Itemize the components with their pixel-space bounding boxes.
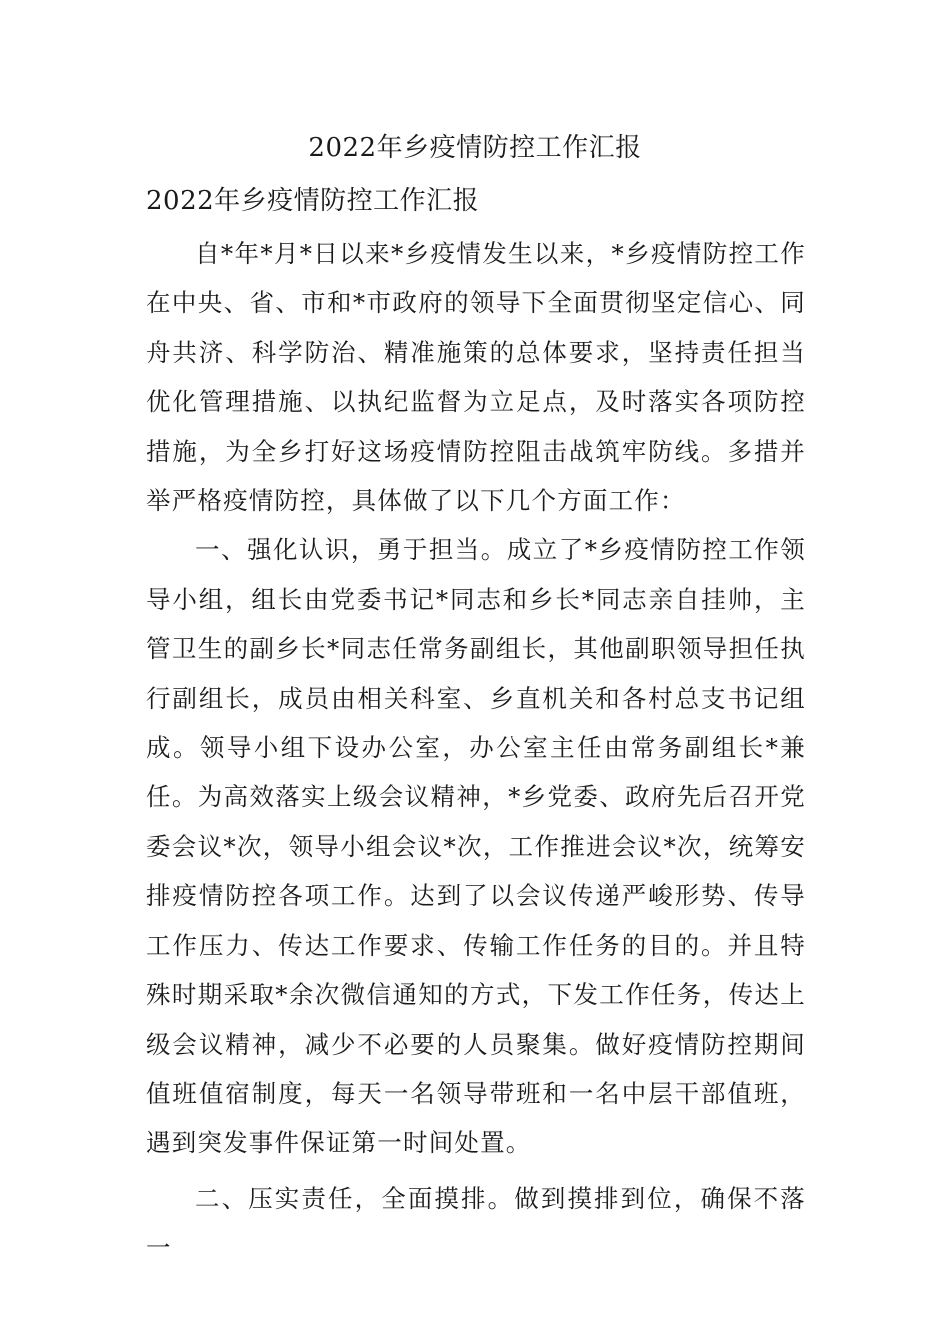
document-title: 2022年乡疫情防控工作汇报: [308, 133, 642, 163]
paragraph-intro: 自*年*月*日以来*乡疫情发生以来，*乡疫情防控工作在中央、省、市和*市政府的领导下全面贯彻坚定信心、同舟共济、科学防治、精准施策的总体要求，坚持责任担当优化管理措施、以执纪监督为立足点，及时落实各项防控措施，为全乡打好这场疫情防控阻击战筑牢防线。多措并举严格疫情防控，具体做了以下几个方面工作：: [146, 239, 806, 516]
paragraph-section-one: 一、强化认识，勇于担当。成立了*乡疫情防控工作领导小组，组长由党委书记*同志和乡长*同志亲自挂帅，主管卫生的副乡长*同志任常务副组长，其他副职领导担任执行副组长，成员由相关科室、乡直机关和各村总支书记组成。领导小组下设办公室，办公室主任由常务副组长*兼任。为高效落实上级会议精神，*乡党委、政府先后召开党委会议*次，领导小组会议*次，工作推进会议*次，统筹安排疫情防控各项工作。达到了以会议传递严峻形势、传导工作压力、传达工作要求、传输工作任务的目的。并且特殊时期采取*余次微信通知的方式，下发工作任务，传达上级会议精神，减少不必要的人员聚集。做好疫情防控期间值班值宿制度，每天一名领导带班和一名中层干部值班，遇到突发事件保证第一时间处置。: [146, 535, 806, 1158]
document-subtitle: 2022年乡疫情防控工作汇报: [146, 186, 480, 216]
paragraph-section-two: 二、压实责任，全面摸排。做到摸排到位，确保不落一: [146, 1183, 806, 1263]
document-body: [146, 229, 806, 1273]
